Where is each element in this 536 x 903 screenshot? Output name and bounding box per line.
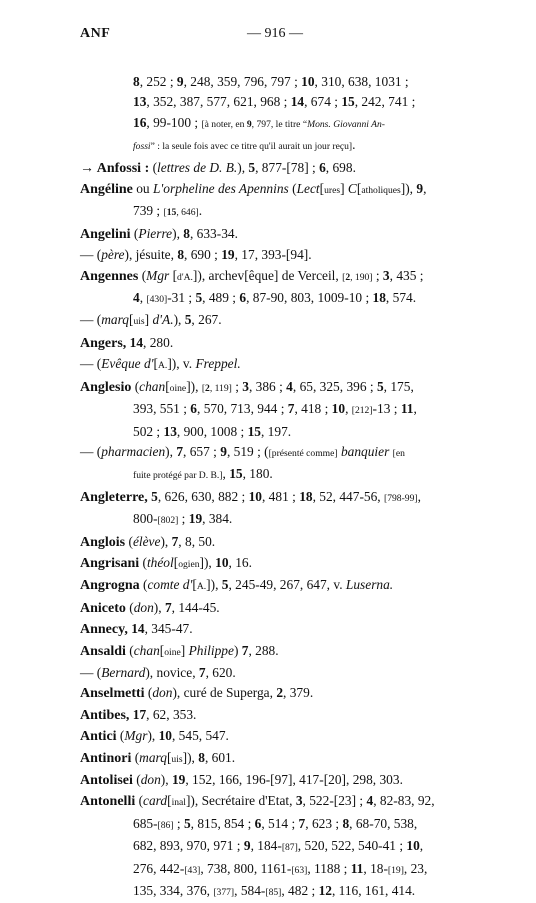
index-entry [80, 619, 464, 640]
entry-line: Antici (Mgr), 10, 545, 547. [80, 728, 229, 745]
entry-continuation-line: 502 ; 13, 900, 1008 ; 15, 197. [133, 423, 292, 439]
index-entry [80, 224, 464, 245]
entry-line: — (pharmacien), 7, 657 ; 9, 519 ; ([présenté comme] banquier [en [80, 443, 405, 459]
entry-line: Aniceto (don), 7, 144-45. [80, 599, 220, 616]
index-entry [80, 245, 464, 265]
entry-line: — (père), jésuite, 8, 690 ; 19, 17, 393-[94]. [80, 247, 312, 263]
entry-line: Anselmetti (don), curé de Superga, 2, 379. [80, 685, 314, 702]
running-header [0, 26, 536, 46]
entry-line: → Anfossi : (lettres de D. B.), 5, 877-[78] ; 6, 698. [80, 159, 356, 176]
index-entry [80, 158, 464, 179]
entry-continuation-line: fossi” : la seule fois avec ce titre qu'il aurait un jour reçu]. [133, 137, 356, 153]
entry-continuation-line: 739 ; [15, 646]. [133, 203, 203, 219]
entry-line: Annecy, 14, 345-47. [80, 621, 193, 638]
entry-line: Angers, 14, 280. [80, 334, 174, 351]
entry-line: — (Bernard), novice, 7, 620. [80, 664, 236, 680]
entry-line: — (marq[uis] d'A.), 5, 267. [80, 312, 222, 328]
entry-line: Angleterre, 5, 626, 630, 882 ; 10, 481 ; 18, 52, 447-56, [798-99], [80, 488, 421, 505]
index-entry [80, 575, 464, 597]
index-entry [80, 377, 464, 442]
entry-line: Angrogna (comte d'[A.]), 5, 245-49, 267, 647, v. Luserna. [80, 577, 394, 594]
index-entry [80, 748, 464, 770]
index-entry [80, 791, 464, 903]
entry-line: Antinori (marq[uis]), 8, 601. [80, 749, 236, 766]
index-entry [80, 179, 464, 224]
entry-line: Angennes (Mgr [d'A.]), archev[êque] de Verceil, [2, 190] ; 3, 435 ; [80, 267, 424, 284]
entry-line: Antibes, 17, 62, 353. [80, 706, 197, 723]
entry-continuation-line: 685-[86] ; 5, 815, 854 ; 6, 514 ; 7, 623 ; 8, 68-70, 538, [133, 815, 418, 831]
header-section-label: ANF [80, 26, 111, 41]
entry-continuation-line: 135, 334, 376, [377], 584-[85], 482 ; 12, 116, 161, 414. [133, 883, 416, 899]
page-number: — 916 — [247, 26, 303, 41]
index-entry [80, 641, 464, 663]
entry-continuation-line: 16, 99-100 ; [à noter, en 9, 797, le titre “Mons. Giovanni An- [133, 114, 385, 130]
entry-continuation-line: 4, [430]-31 ; 5, 489 ; 6, 87-90, 803, 1009-10 ; 18, 574. [133, 290, 417, 306]
entry-line: Antolisei (don), 19, 152, 166, 196-[97], 417-[20], 298, 303. [80, 772, 403, 788]
index-entry [80, 310, 464, 332]
index-entry [80, 266, 464, 311]
index-entries [80, 72, 464, 903]
index-entry [80, 598, 464, 619]
entry-continuation-line: fuite protégé par D. B.], 15, 180. [133, 466, 273, 482]
index-entry [80, 770, 464, 791]
entry-line: Anglesio (chan[oine]), [2, 119] ; 3, 386 ; 4, 65, 325, 396 ; 5, 175, [80, 378, 414, 395]
index-entry [80, 663, 464, 683]
entry-continuation-line: 682, 893, 970, 971 ; 9, 184-[87], 520, 522, 540-41 ; 10, [133, 838, 424, 854]
entry-continuation-line: 800-[802] ; 19, 384. [133, 511, 233, 527]
index-entry [80, 553, 464, 575]
entry-line: Anglois (élève), 7, 8, 50. [80, 533, 216, 550]
entry-line: Ansaldi (chan[oine] Philippe) 7, 288. [80, 642, 279, 659]
index-entry [80, 72, 464, 158]
entry-line: — (Evêque d'[A.]), v. Freppel. [80, 356, 241, 372]
entry-line: Angrisani (théol[ogien]), 10, 16. [80, 554, 252, 571]
entry-line: Antonelli (card[inal]), Secrétaire d'Etat, 3, 522-[23] ; 4, 82-83, 92, [80, 793, 435, 810]
entry-continuation-line: 276, 442-[43], 738, 800, 1161-[63], 1188 ; 11, 18-[19], 23, [133, 860, 428, 876]
entry-continuation-line: 393, 551 ; 6, 570, 713, 944 ; 7, 418 ; 10, [212]-13 ; 11, [133, 401, 417, 417]
entry-line: 8, 252 ; 9, 248, 359, 796, 797 ; 10, 310, 638, 1031 ; [133, 74, 409, 89]
index-entry [80, 683, 464, 704]
index-entry [80, 333, 464, 354]
index-entry [80, 487, 464, 532]
index-entry [80, 726, 464, 747]
entry-line: Angelini (Pierre), 8, 633-34. [80, 225, 238, 242]
index-entry [80, 705, 464, 726]
index-entry [80, 354, 464, 376]
entry-line: Angéline ou L'orpheline des Apennins (Lect[ures] C[atholiques]), 9, [80, 181, 427, 198]
index-entry [80, 532, 464, 553]
index-entry [80, 442, 464, 487]
entry-continuation-line: 13, 352, 387, 577, 621, 968 ; 14, 674 ; 15, 242, 741 ; [133, 94, 416, 110]
